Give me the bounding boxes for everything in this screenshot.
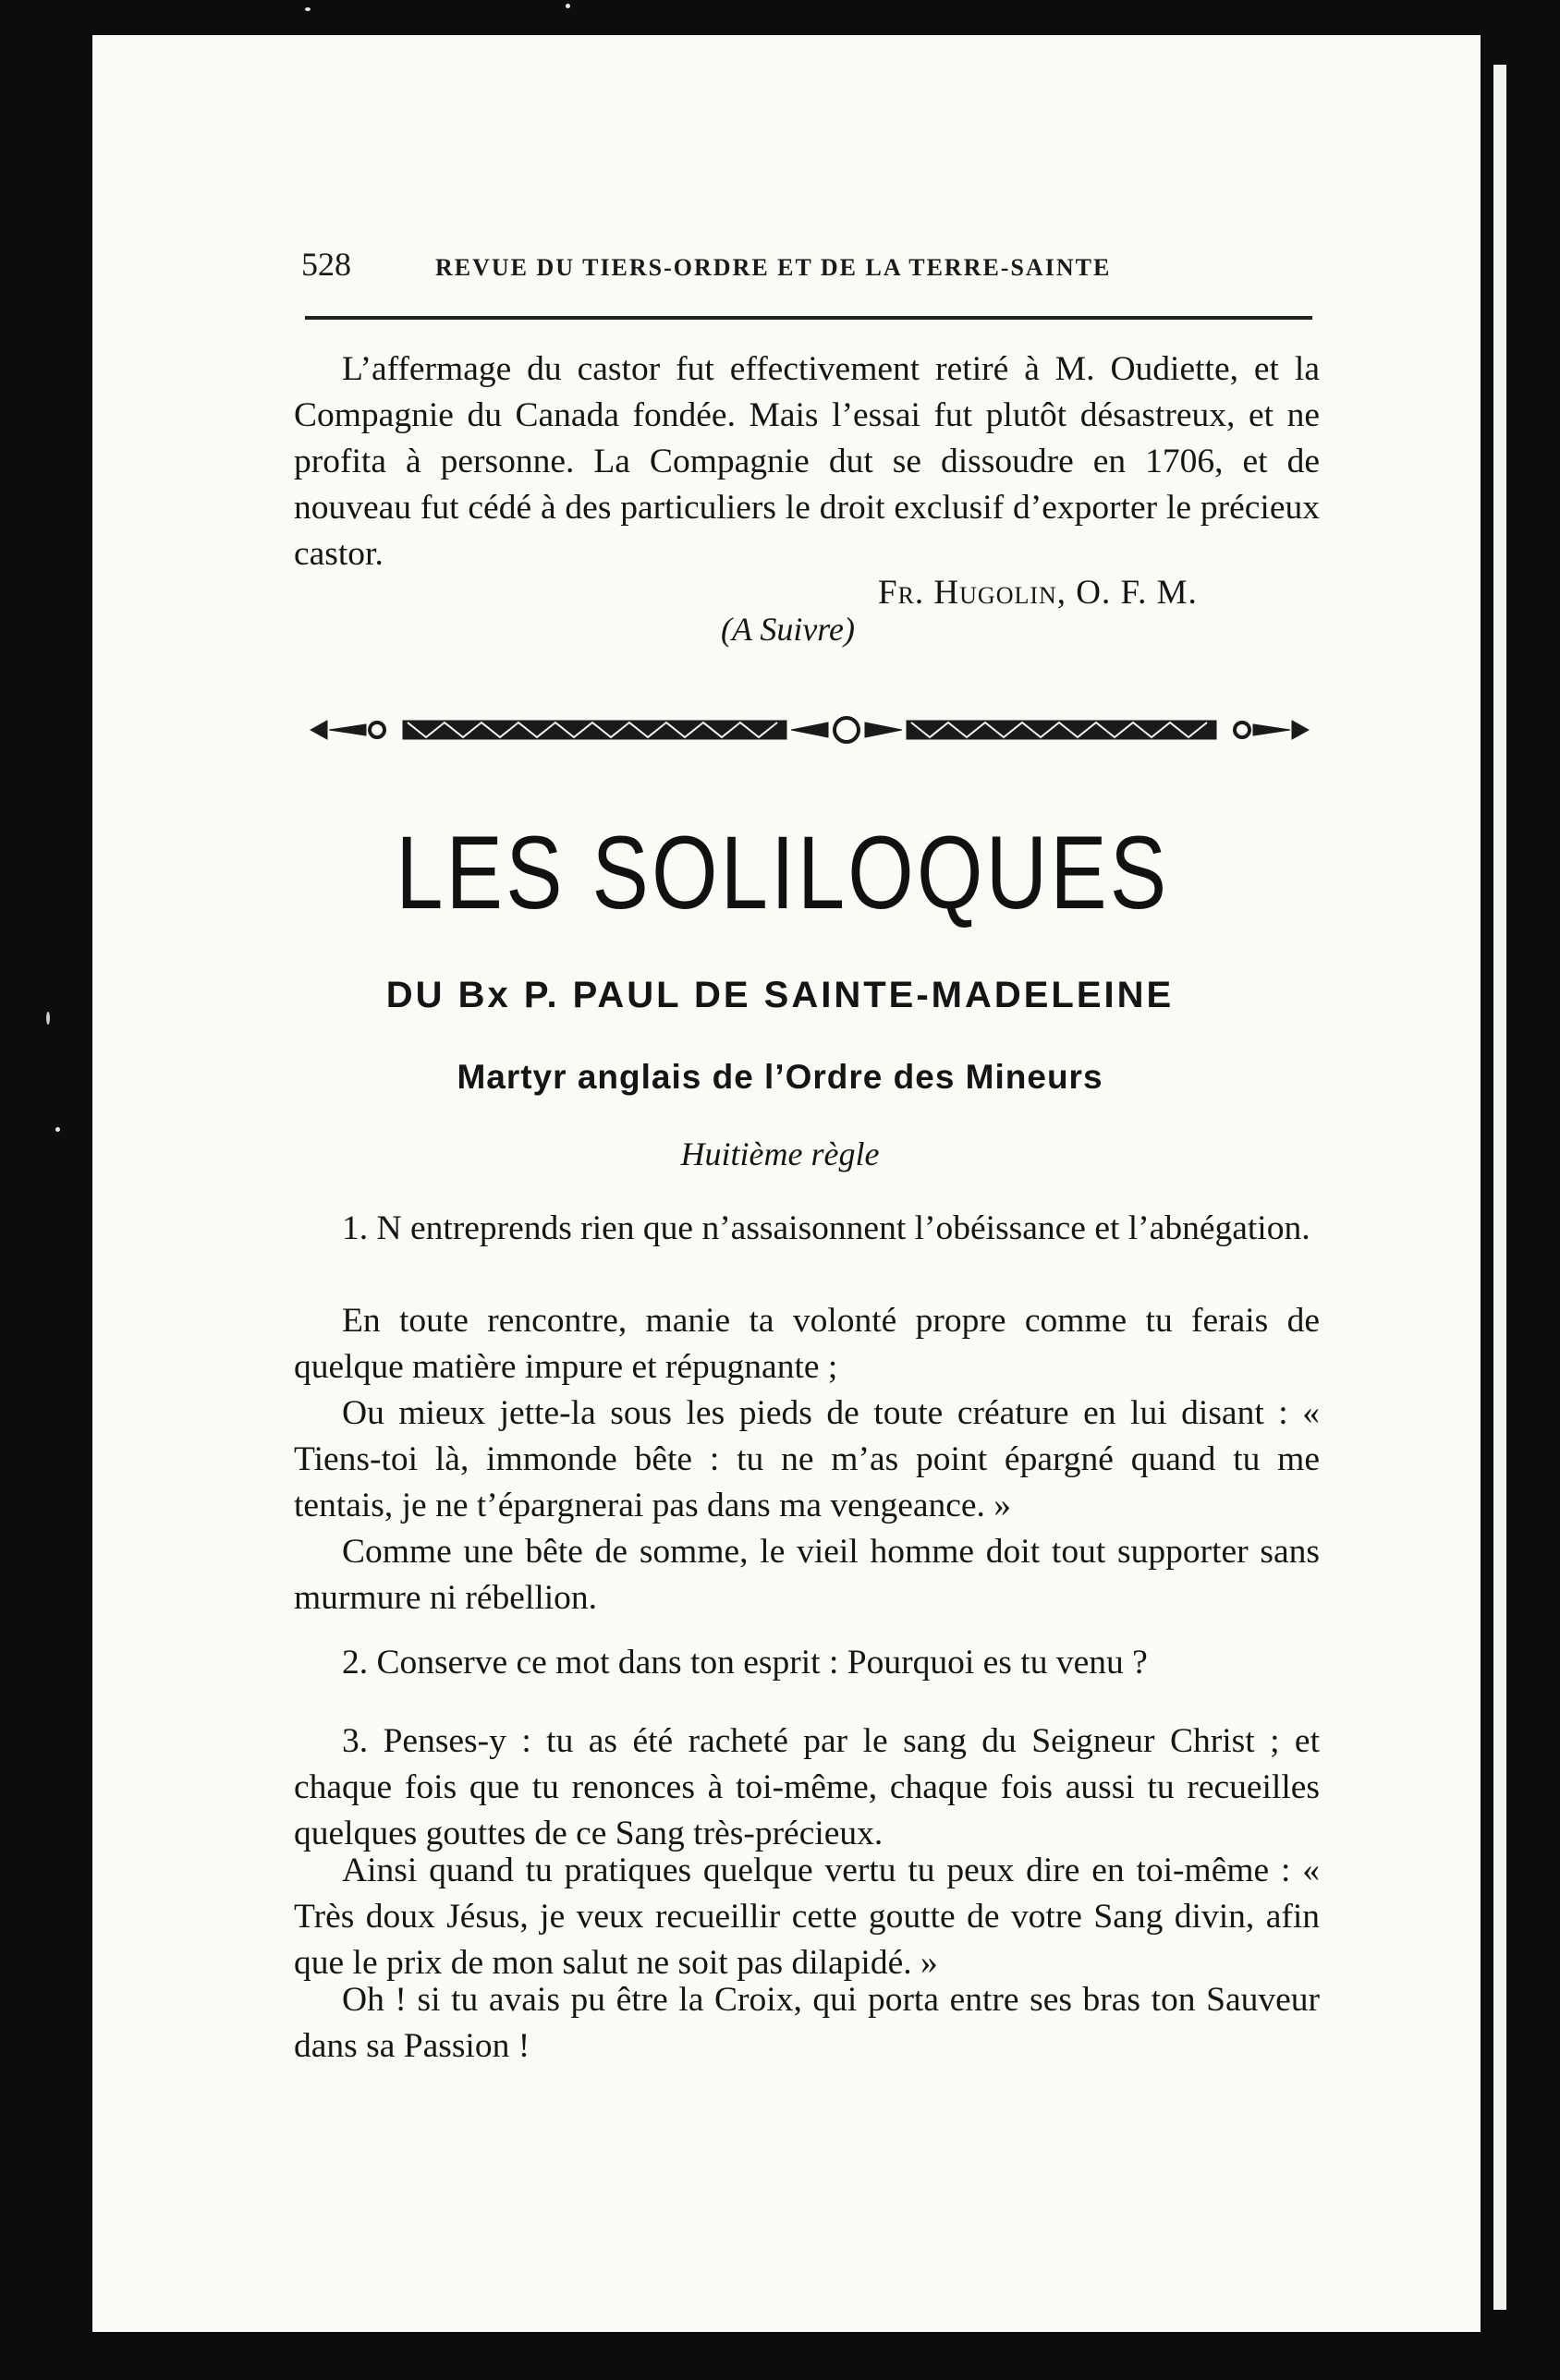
body-paragraph: 2. Conserve ce mot dans ton esprit : Pourquoi es tu venu ? bbox=[342, 1644, 1148, 1682]
article-subtitle: DU Bx P. PAUL DE SAINTE-MADELEINE bbox=[385, 975, 1175, 1015]
author-order: , O. F. M. bbox=[1056, 574, 1198, 612]
body-paragraph: Ou mieux jette-la sous les pieds de toute créature en lui disant : « Tiens-toi là, immonde bête : tu ne m’as point épargné quand tu me tentais, je ne t’épargnerai pas dans ma vengeance. » bbox=[294, 1394, 1320, 1524]
body-paragraph: Oh ! si tu avais pu être la Croix, qui porta entre ses bras ton Sauveur dans sa Passion ! bbox=[294, 1981, 1320, 2065]
section-heading: Huitième règle bbox=[680, 1135, 880, 1172]
author-name: Fr. Hugolin bbox=[878, 574, 1057, 612]
body-paragraph: 3. Penses-y : tu as été racheté par le sang du Seigneur Christ ; et chaque fois que tu renonces à toi-même, chaque fois aussi tu recueilles quelques gouttes de ce Sang très-précieux. bbox=[294, 1722, 1320, 1852]
body-paragraph: Comme une bête de somme, le vieil homme doit tout supporter sans murmure ni rébellion. bbox=[294, 1533, 1320, 1617]
article-title: LES SOLILOQUES bbox=[396, 815, 1170, 930]
article-subtitle-secondary: Martyr anglais de l’Ordre des Mineurs bbox=[457, 1058, 1103, 1096]
header-rule bbox=[305, 316, 1312, 320]
author-signature bbox=[878, 573, 1198, 613]
page-header bbox=[301, 245, 1318, 291]
decorative-divider-ornament bbox=[301, 702, 1318, 758]
page-number: 528 bbox=[301, 246, 351, 283]
scan-speck bbox=[305, 7, 311, 11]
scan-speck bbox=[566, 4, 570, 8]
running-title: REVUE DU TIERS-ORDRE ET DE LA TERRE-SAINTE bbox=[435, 254, 1112, 281]
adjacent-page-edge bbox=[1493, 65, 1506, 2310]
scan-speck bbox=[55, 1127, 60, 1132]
body-paragraph: Ainsi quand tu pratiques quelque vertu tu peux dire en toi-même : « Très doux Jésus, je veux recueillir cette goutte de votre Sang divin, afin que le prix de mon salut ne soit pas dilapidé. » bbox=[294, 1852, 1320, 1982]
body-paragraph: En toute rencontre, manie ta volonté propre comme tu ferais de quelque matière impure et répugnante ; bbox=[294, 1302, 1320, 1386]
body-paragraph: 1. N entreprends rien que n’assaisonnent l’obéissance et l’abnégation. bbox=[342, 1209, 1310, 1247]
continuation-paragraph: L’affermage du castor fut effectivement retiré à M. Oudiette, et la Compagnie du Canada fondée. Mais l’essai fut plutôt désastreux, et ne profita à personne. La Compagnie dut se dissoudre en 1706, et de nouveau fut cédé à des particuliers le droit exclusif d’exporter le précieux castor. bbox=[294, 350, 1320, 573]
to-be-continued: (A Suivre) bbox=[721, 611, 855, 648]
